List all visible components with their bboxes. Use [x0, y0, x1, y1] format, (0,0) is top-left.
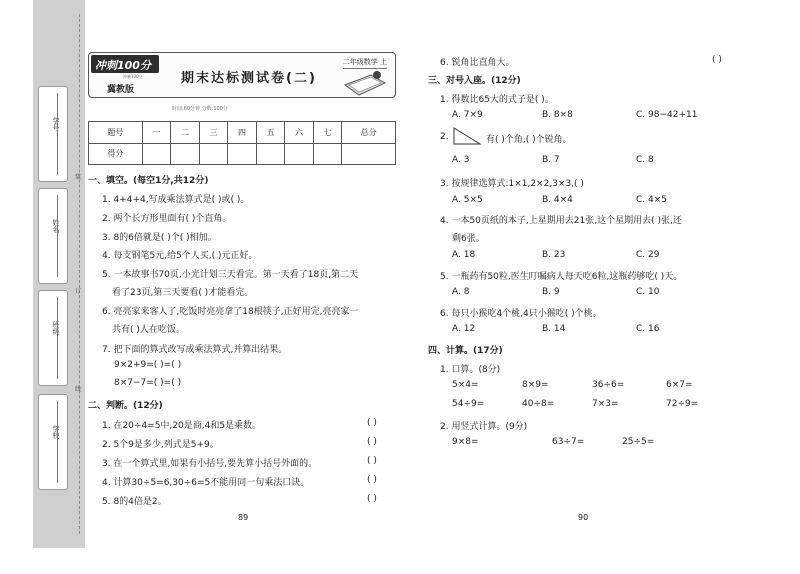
- choice-option[interactable]: C. 10: [636, 287, 660, 297]
- table-cell: 四: [228, 122, 256, 144]
- choice-question: 5. 一瓶药有50粒,医生叮嘱病人每天吃6粒,这瓶药够吃( )天。: [440, 272, 683, 282]
- answer-bracket[interactable]: ( ): [367, 437, 377, 447]
- oral-calc-item[interactable]: 8×9=: [522, 380, 549, 390]
- question-text: 5. 一本故事书70页,小光计划三天看完。第一天看了18页,第二天: [102, 270, 359, 280]
- score-table-header-row: [89, 122, 396, 144]
- table-cell: 题号: [89, 122, 143, 144]
- choice-option[interactable]: C. 98−42+11: [636, 110, 698, 120]
- judgement-text: 4. 计算30÷5=6,30÷6=5不能用同一句乘法口诀。: [102, 478, 310, 488]
- binding-cut-line: [79, 14, 80, 534]
- answer-bracket[interactable]: ( ): [367, 418, 377, 428]
- vertical-calc-item[interactable]: 25÷5=: [622, 437, 655, 447]
- oral-calc-item[interactable]: 6×7=: [666, 380, 693, 390]
- table-cell: 五: [256, 122, 284, 144]
- choice-option[interactable]: C. 29: [636, 250, 660, 260]
- answer-bracket[interactable]: ( ): [712, 55, 722, 65]
- choice-option[interactable]: A. 7×9: [452, 110, 483, 120]
- section-2-title: 二、判断。(12分): [88, 401, 163, 411]
- choice-option[interactable]: A. 5×5: [452, 195, 483, 205]
- score-table-score-row: [89, 143, 396, 165]
- student-id-box[interactable]: [38, 86, 68, 182]
- table-cell: 得分: [89, 143, 143, 165]
- score-input-cell[interactable]: [285, 143, 313, 165]
- score-input-cell[interactable]: [256, 143, 284, 165]
- equation-text: 9×2+9=( )=( ): [114, 360, 182, 370]
- oral-calc-item[interactable]: 5×4=: [452, 380, 479, 390]
- school-label: 学校: [52, 425, 60, 439]
- choice-option[interactable]: B. 4×4: [542, 195, 573, 205]
- answer-bracket[interactable]: ( ): [367, 494, 377, 504]
- question-text: 2. 两个长方形里面有( )个直角。: [102, 214, 232, 224]
- equation-text: 8×7−7=( )=( ): [114, 378, 182, 388]
- sub-question: 2. 用竖式计算。(9分): [440, 422, 528, 432]
- oral-calc-item[interactable]: 40÷8=: [522, 399, 555, 409]
- vertical-calc-item[interactable]: 63÷7=: [552, 437, 585, 447]
- class-label: 班级: [52, 321, 60, 335]
- choice-option[interactable]: A. 18: [452, 250, 476, 260]
- oral-calc-item[interactable]: 54÷9=: [452, 399, 485, 409]
- score-input-cell[interactable]: [342, 143, 396, 165]
- page-number-right: 90: [578, 513, 589, 522]
- binding-mark-mid: 订: [75, 288, 82, 295]
- choice-question-number: 2.: [440, 132, 449, 142]
- question-text: 看了23页,第三天要看( )才能看完。: [112, 288, 254, 298]
- question-text: 4. 每支钢笔5元,给5个人买,( )元正好。: [102, 251, 258, 261]
- judgement-text: 5. 8的4倍是2。: [102, 497, 167, 507]
- judgement-text: 2. 5个9是多少,列式是5+9。: [102, 440, 219, 450]
- question-text: 1. 4+4+4,写成乘法算式是( )或( )。: [102, 195, 250, 205]
- brand-logo-sub: 冲刺100分: [123, 74, 143, 79]
- choice-question: 剩6张。: [452, 234, 485, 244]
- choice-option[interactable]: B. 7: [542, 155, 560, 165]
- choice-question: 1. 得数比65大的式子是( )。: [440, 95, 554, 105]
- table-cell: 六: [285, 122, 313, 144]
- choice-option[interactable]: C. 4×5: [636, 195, 667, 205]
- oral-calc-item[interactable]: 36÷6=: [592, 380, 625, 390]
- choice-question: 3. 按规律选算式:1×1,2×2,3×3,( ): [440, 179, 584, 189]
- score-input-cell[interactable]: [228, 143, 256, 165]
- score-input-cell[interactable]: [171, 143, 199, 165]
- choice-question: 6. 每只小猴吃4个桃,4只小猴吃( )个桃。: [440, 309, 602, 319]
- judgement-text: 3. 在一个算式里,如果有小括号,要先算小括号外面的。: [102, 459, 318, 469]
- brand-logo: 冲刺100分: [91, 55, 159, 73]
- answer-bracket[interactable]: ( ): [367, 456, 377, 466]
- name-box[interactable]: [38, 188, 68, 284]
- section-4-title: 四、计算。(17分): [428, 346, 503, 356]
- oral-calc-item[interactable]: 72÷9=: [666, 399, 699, 409]
- judgement-text: 1. 在20÷4=5中,20是商,4和5是乘数。: [102, 421, 262, 431]
- choice-option[interactable]: A. 3: [452, 155, 470, 165]
- choice-option[interactable]: B. 8×8: [542, 110, 573, 120]
- name-label: 姓名: [52, 219, 60, 233]
- choice-option[interactable]: C. 8: [636, 155, 654, 165]
- table-cell: 七: [313, 122, 341, 144]
- table-cell: 二: [171, 122, 199, 144]
- school-box[interactable]: [38, 394, 68, 490]
- answer-bracket[interactable]: ( ): [367, 475, 377, 485]
- vertical-calc-item[interactable]: 9×8=: [452, 437, 479, 447]
- score-table: [88, 121, 396, 165]
- edition-label: 冀教版: [107, 85, 135, 95]
- time-score-info: 时间:60分钟 分数:100分: [172, 106, 228, 112]
- page-number-left: 89: [238, 513, 249, 522]
- question-text: 6. 亮亮家来客人了,吃饭时亮亮拿了18根筷子,正好用完,亮亮家一: [102, 307, 359, 317]
- choice-question: 4. 一本50页纸的本子,上星期用去21张,这个星期用去( )张,还: [440, 216, 682, 226]
- section-3-title: 三、对号入座。(12分): [428, 76, 521, 86]
- score-input-cell[interactable]: [199, 143, 227, 165]
- book-illustration-icon: [341, 67, 389, 97]
- triangle-figure-icon: [452, 126, 482, 146]
- choice-question: 有( )个角,( )个锐角。: [486, 135, 572, 145]
- exam-title: 期末达标测试卷(二): [181, 71, 317, 86]
- grade-label: 二年级数学 上: [343, 57, 387, 69]
- choice-option[interactable]: A. 8: [452, 287, 470, 297]
- binding-mark-bottom: 线: [75, 386, 82, 393]
- section-1-title: 一、填空。(每空1分,共12分): [88, 176, 209, 186]
- choice-option[interactable]: B. 14: [542, 324, 566, 334]
- oral-calc-item[interactable]: 7×3=: [592, 399, 619, 409]
- question-text: 3. 8的6倍就是( )个( )相加。: [102, 233, 217, 243]
- choice-option[interactable]: A. 12: [452, 324, 476, 334]
- sub-question: 1. 口算。(8分): [440, 365, 501, 375]
- exam-header: [88, 52, 396, 98]
- score-input-cell[interactable]: [313, 143, 341, 165]
- question-text: 7. 把下面的算式改写成乘法算式,并算出结果。: [102, 345, 288, 355]
- student-id-label: 学号: [52, 117, 60, 131]
- table-cell: 总分: [342, 122, 396, 144]
- binding-mark-top: 装: [75, 174, 82, 181]
- score-input-cell[interactable]: [142, 143, 170, 165]
- choice-option[interactable]: B. 23: [542, 250, 566, 260]
- choice-option[interactable]: C. 16: [636, 324, 660, 334]
- question-text: 共有( )人在吃饭。: [112, 325, 185, 335]
- judgement-text: 6. 锐角比直角大。: [440, 58, 515, 68]
- table-cell: 一: [142, 122, 170, 144]
- choice-option[interactable]: B. 9: [542, 287, 560, 297]
- class-box[interactable]: [38, 290, 68, 386]
- table-cell: 三: [199, 122, 227, 144]
